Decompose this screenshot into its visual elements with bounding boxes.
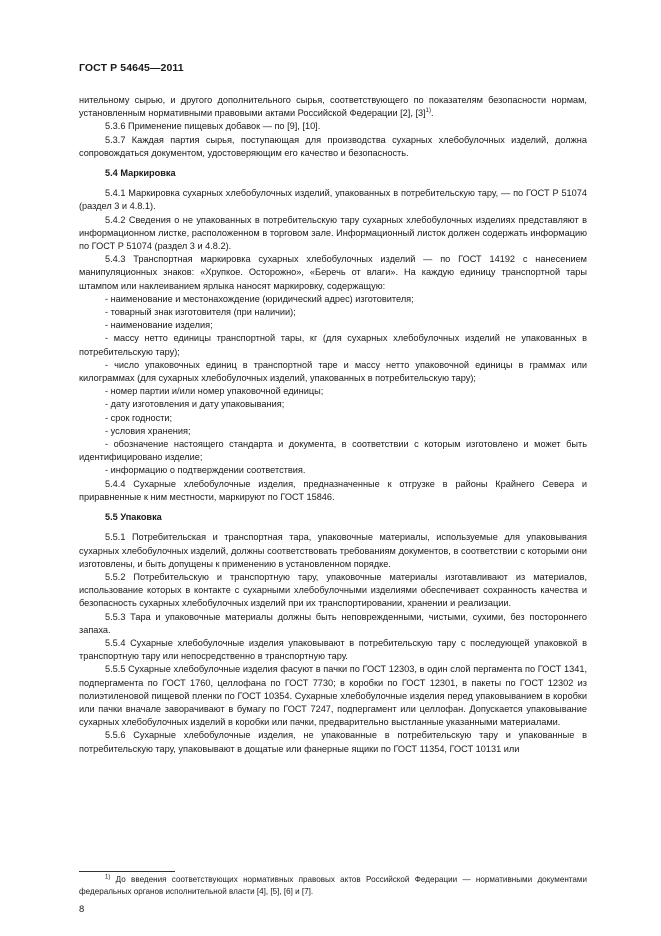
paragraph: 5.5.1 Потребительская и транспортная тара, упаковочные материалы, используемые для упаковывания сухарных хлебобулочных изделий, должны соответствовать требованиям документов, в соответствии с которыми они изготовлены, и быть допущены к применению в установленном порядке. [79,532,587,569]
paragraph: нительному сырью, и другого дополнительного сырья, соответствующего по показателям безопасности нормам, установленным нормативными правовыми актами Российской Федерации [2], $[3]^{1)}$. [79,95,587,119]
list-item: - число упаковочных единиц в транспортной таре и массу нетто упаковочной единицы в граммах или килограммах (для сухарных хлебобулочных изделий, упакованных в потребительскую тару); [79,359,587,384]
paragraph: 5.4.4 Сухарные хлебобулочные изделия, предназначенные к отгрузке в районы Крайнего Севера и приравненные к ним местности, маркируют по ГОСТ 15846. [79,478,587,502]
list-item: - номер партии и/или номер упаковочной единицы; [105,386,324,397]
footnote: $^{1)}$ До введения соответствующих нормативных правовых актов Российской Федерации — нормативными документами федеральных органов исполнительной власти [4], [5], [6] и [7]. [79,874,587,896]
list-item: - обозначение настоящего стандарта и документа, в соответствии с которым изготовлено и может быть идентифицировано изделие; [79,439,587,463]
list-item: - срок годности; [105,412,173,423]
paragraph: 5.3.7 Каждая партия сырья, поступающая для производства сухарных хлебобулочных изделий, должна сопровождаться документом, удостоверяющим его качество и безопасность. [79,134,587,158]
paragraph: 5.5.2 Потребительскую и транспортную тару, упаковочные материалы изготавливают из материалов, использование которых в контакте с сухарными хлебобулочными изделиями обеспечивает сохранность качества и безопасность сухарных хлебобулочных изделий при их транспортировании, хранении и реализации. [79,571,587,609]
paragraph: 5.3.6 Применение пищевых добавок — по [9], [10]. [105,121,321,132]
list-item: - товарный знак изготовителя (при наличии); [105,307,296,318]
footnote-ref[interactable]: 1) [425,108,432,115]
list-item: - наименование и местонахождение (юридический адрес) изготовителя; [105,293,414,304]
paragraph: 5.5.4 Сухарные хлебобулочные изделия упаковывают в потребительскую тару с последующей упаковкой в транспортную тару или непосредственно в транспортную тару. [79,637,587,662]
footnote-divider [79,871,175,872]
list-item: - информацию о подтверждении соответствия. [105,465,306,476]
list-item: - дату изготовления и дату упаковывания; [105,399,285,410]
list-item: - условия хранения; [105,425,191,436]
body-text [79,94,587,756]
section-heading-marking: 5.4 Маркировка [105,168,176,179]
section-heading-packaging: 5.5 Упаковка [105,512,162,523]
paragraph: 5.4.1 Маркировка сухарных хлебобулочных изделий, упакованных в потребительскую тару, — по ГОСТ Р 51074 (раздел 3 и 4.8.1). [79,188,587,212]
footnote-marker: 1) [105,874,111,881]
paragraph: 5.4.2 Сведения о не упакованных в потребительскую тару сухарных хлебобулочных изделиях представляют в информационном листке, расположенном в торговом зале. Информационный листок должен содержать информацию по ГОСТ Р 51074 (раздел 3 и 4.8.2). [79,214,587,252]
paragraph: 5.5.5 Сухарные хлебобулочные изделия фасуют в пачки по ГОСТ 12303, в один слой пергамента по ГОСТ 1341, подпергамента по ГОСТ 1760, целлофана по ГОСТ 7730; в коробки по ГОСТ 12301, в пакеты по ГОСТ 12302 из полиэтиленовой пищевой пленки по ГОСТ 10354. Сухарные хлебобулочные изделия перед упаковыванием в коробки или пачки вначале заворачивают в бумагу по ГОСТ 7247, подпергамент или целлофан. Допускается упаковывание сухарных хлебобулочных изделий в коробки или пачки, предварительно выстланные указанными материалами. [79,664,587,728]
paragraph: 5.5.6 Сухарные хлебобулочные изделия, не упакованные в потребительскую тару и упакованные в потребительскую тару, упаковывают в дощатые или фанерные ящики по ГОСТ 11354, ГОСТ 10131 или [79,730,587,754]
list-item: - массу нетто единицы транспортной тары, кг (для сухарных хлебобулочных изделий не упакованных в потребительскую тару); [79,333,587,357]
paragraph: 5.4.3 Транспортная маркировка сухарных хлебобулочных изделий — по ГОСТ 14192 с нанесением манипуляционных знаков: «Хрупкое. Осторожно», «Беречь от влаги». На каждую единицу транспортной тары штампом или наклеиванием ярлыка наносят маркировку, содержащую: [79,254,587,291]
list-item: - наименование изделия; [105,320,213,331]
document-header: ГОСТ Р 54645—2011 [79,62,184,74]
paragraph: 5.5.3 Тара и упаковочные материалы должны быть неповрежденными, чистыми, сухими, без постороннего запаха. [79,611,587,635]
page-number: 8 [79,904,85,915]
